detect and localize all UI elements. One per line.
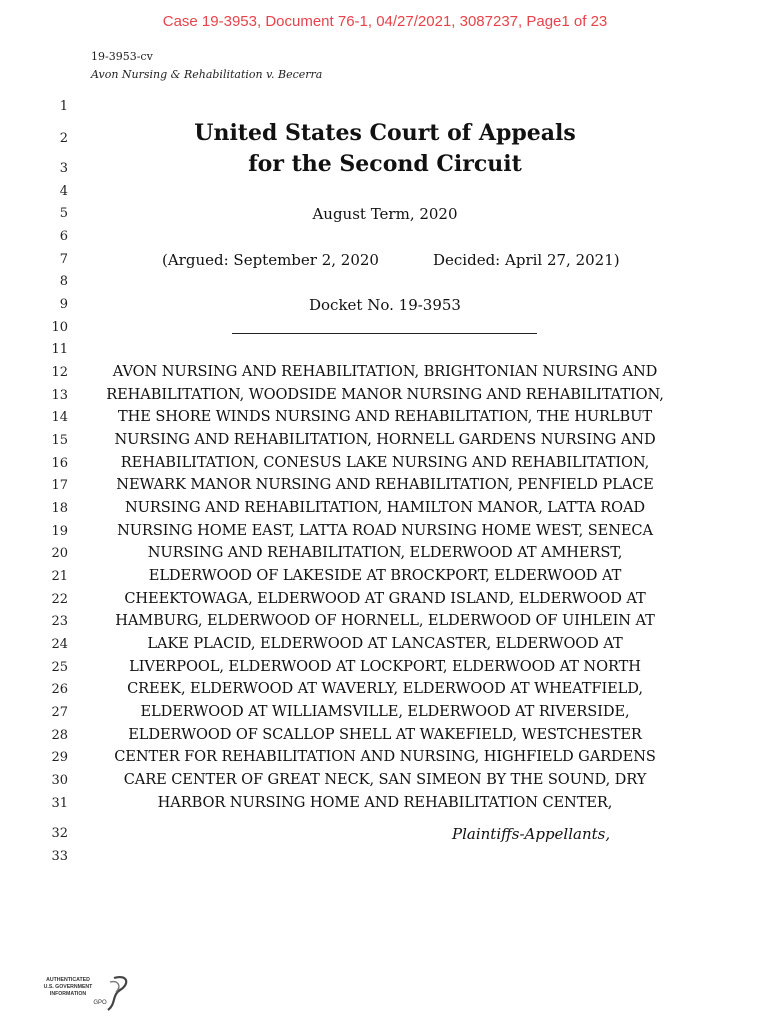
party-line: REHABILITATION, WOODSIDE MANOR NURSING AND REHABILITATION,: [106, 386, 664, 403]
line-number: 28: [51, 728, 68, 743]
line-number: 29: [51, 750, 68, 765]
court-title-line1: United States Court of Appeals: [194, 120, 576, 146]
gpo-logo-line4: GPO: [93, 1000, 107, 1006]
line-number: 26: [51, 682, 68, 697]
party-line: NURSING AND REHABILITATION, HORNELL GARDENS NURSING AND: [114, 431, 656, 448]
line-number: 22: [51, 592, 68, 607]
separator-rule: [232, 333, 537, 334]
line-number: 23: [51, 614, 68, 629]
line-number: 9: [59, 297, 68, 312]
line-number: 30: [51, 773, 68, 788]
line-number: 15: [51, 433, 68, 448]
line-number: 32: [51, 826, 68, 841]
line-number: 3: [59, 161, 68, 176]
line-number: 13: [51, 388, 68, 403]
line-number: 7: [59, 252, 68, 267]
party-line: HAMBURG, ELDERWOOD OF HORNELL, ELDERWOOD OF UIHLEIN AT: [115, 612, 655, 629]
line-number: 27: [51, 705, 68, 720]
party-line: CHEEKTOWAGA, ELDERWOOD AT GRAND ISLAND, ELDERWOOD AT: [124, 590, 646, 607]
decided-date: Decided: April 27, 2021): [433, 251, 620, 269]
party-line: LAKE PLACID, ELDERWOOD AT LANCASTER, ELDERWOOD AT: [147, 635, 623, 652]
case-name: Avon Nursing & Rehabilitation v. Becerra: [91, 68, 323, 81]
party-line: CARE CENTER OF GREAT NECK, SAN SIMEON BY THE SOUND, DRY: [123, 771, 647, 788]
party-line: ELDERWOOD AT WILLIAMSVILLE, ELDERWOOD AT RIVERSIDE,: [140, 703, 630, 720]
line-number: 24: [51, 637, 68, 652]
party-line: NURSING AND REHABILITATION, HAMILTON MANOR, LATTA ROAD: [124, 499, 646, 516]
line-number: 5: [59, 206, 68, 221]
line-number: 25: [51, 660, 68, 675]
party-line: CENTER FOR REHABILITATION AND NURSING, HIGHFIELD GARDENS: [114, 748, 656, 765]
party-line: THE SHORE WINDS NURSING AND REHABILITATION, THE HURLBUT: [118, 408, 652, 425]
court-title-line2: for the Second Circuit: [248, 151, 522, 177]
line-number: 2: [59, 131, 68, 146]
line-number: 21: [51, 569, 68, 584]
line-number: 14: [51, 410, 68, 425]
party-role: Plaintiffs-Appellants,: [452, 825, 611, 843]
party-line: AVON NURSING AND REHABILITATION, BRIGHTONIAN NURSING AND: [112, 363, 658, 380]
line-number: 20: [51, 546, 68, 561]
argued-date: (Argued: September 2, 2020: [162, 251, 379, 269]
docket-number: Docket No. 19-3953: [309, 296, 461, 314]
line-number: 8: [59, 274, 68, 289]
line-number: 17: [51, 478, 68, 493]
line-number: 4: [59, 184, 68, 199]
line-number: 6: [59, 229, 68, 244]
line-number: 19: [51, 524, 68, 539]
gpo-logo-line3: INFORMATION: [49, 991, 87, 997]
party-line: NURSING AND REHABILITATION, ELDERWOOD AT AMHERST,: [147, 544, 623, 561]
party-line: NEWARK MANOR NURSING AND REHABILITATION, PENFIELD PLACE: [116, 476, 654, 493]
party-line: NURSING HOME EAST, LATTA ROAD NURSING HOME WEST, SENECA: [117, 522, 653, 539]
party-line: REHABILITATION, CONESUS LAKE NURSING AND REHABILITATION,: [120, 454, 650, 471]
party-line: HARBOR NURSING HOME AND REHABILITATION CENTER,: [157, 794, 613, 811]
gpo-authenticated-logo: [42, 972, 134, 1014]
party-line: ELDERWOOD OF LAKESIDE AT BROCKPORT, ELDERWOOD AT: [148, 567, 622, 584]
docket-short: 19-3953-cv: [91, 50, 153, 63]
line-number: 12: [51, 365, 68, 380]
line-number: 33: [51, 849, 68, 864]
line-number: 10: [51, 320, 68, 335]
party-line: ELDERWOOD OF SCALLOP SHELL AT WAKEFIELD, WESTCHESTER: [128, 726, 642, 743]
line-number: 31: [51, 796, 68, 811]
line-number: 1: [59, 99, 68, 114]
line-number: 16: [51, 456, 68, 471]
line-number: 18: [51, 501, 68, 516]
term: August Term, 2020: [312, 205, 458, 223]
gpo-logo-line2: U.S. GOVERNMENT: [43, 984, 93, 990]
gpo-logo-line1: AUTHENTICATED: [46, 977, 90, 983]
party-line: LIVERPOOL, ELDERWOOD AT LOCKPORT, ELDERWOOD AT NORTH: [129, 658, 641, 675]
line-number: 11: [51, 342, 68, 357]
document-header-stamp: Case 19-3953, Document 76-1, 04/27/2021, 3087237, Page1 of 23: [162, 13, 608, 30]
party-line: CREEK, ELDERWOOD AT WAVERLY, ELDERWOOD AT WHEATFIELD,: [127, 680, 643, 697]
